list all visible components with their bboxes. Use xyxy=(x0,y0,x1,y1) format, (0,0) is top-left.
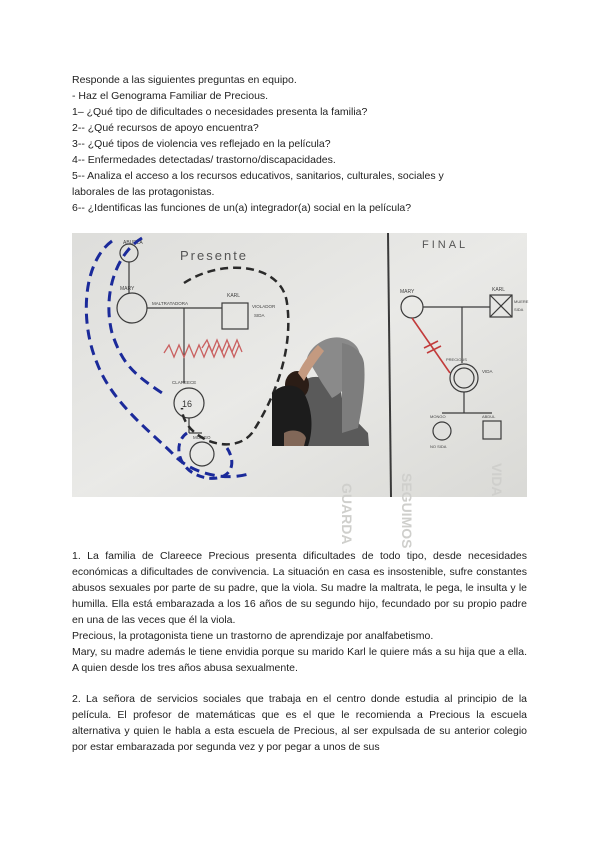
label-abuela: ABUELA xyxy=(123,240,143,246)
label-karl-left: KARL xyxy=(227,293,241,299)
genogram-whiteboard-photo xyxy=(72,233,529,549)
label-vida: VIDA xyxy=(482,369,493,374)
answer-2-paragraph: 2. La señora de servicios sociales que trabaja en el centro donde estudia al principio de la película. El profesor de matemáticas que es el que le recomienda a Precious la escuela alternativa y quien le habla a esta escuela de Precious, al ser expulsada de su anterior colegio por estar embarazada por segunda vez y por pegar a unos de sus xyxy=(72,693,527,753)
question-line: laborales de las protagonistas. xyxy=(72,186,215,198)
genogram-svg xyxy=(72,233,529,549)
answer-1-paragraph: Precious, la protagonista tiene un trastorno de aprendizaje por analfabetismo. xyxy=(72,630,434,642)
label-age: 16 xyxy=(182,399,193,409)
question-line: 2-- ¿Qué recursos de apoyo encuentra? xyxy=(72,122,259,134)
question-line: 1– ¿Qué tipo de dificultades o necesidades presenta la familia? xyxy=(72,106,368,118)
questions-block xyxy=(72,72,532,216)
label-mongo-right: MONGO xyxy=(430,414,446,419)
question-line: 5-- Analiza el acceso a los recursos educativos, sanitarios, culturales, sociales y xyxy=(72,170,444,182)
label-abdul: ABDUL xyxy=(482,414,496,419)
answers-block xyxy=(72,548,527,755)
svg-text:GUARDA: GUARDA xyxy=(339,483,355,545)
label-mongo: MONGO xyxy=(193,435,211,440)
label-precious-right: PRECIOUS xyxy=(446,357,467,362)
label-mary-right: MARY xyxy=(400,289,415,295)
label-clareece: CLAREECE xyxy=(172,380,197,385)
question-line: 6-- ¿Identificas las funciones de un(a) integrador(a) social en la película? xyxy=(72,202,412,214)
label-violador: VIOLADOR xyxy=(252,304,276,309)
label-karl-right: KARL xyxy=(492,287,506,293)
paragraph-spacer xyxy=(72,676,527,691)
label-maltratadora: MALTRATADORA xyxy=(152,301,189,306)
label-muere: MUERE xyxy=(514,299,529,304)
svg-text:SEGUIMOS: SEGUIMOS xyxy=(399,473,415,549)
right-heading: FINAL xyxy=(422,239,469,251)
label-no-sida: NO SIDA xyxy=(430,444,447,449)
left-heading: Presente xyxy=(180,248,249,263)
label-sida-right: SIDA xyxy=(514,307,524,312)
answer-1-paragraph: 1. La familia de Clareece Precious presenta dificultades de todo tipo, desde necesidades económicas a dificultades de convivencia. La situación en casa es insostenible, sufre constantes abusos sexuales por parte de su padre, que la viola. Su madre la maltrata, le pega, le insulta y le humilla. Ella está embarazada a los 16 años de su segundo hijo, fecundado por su propio padre en una de las veces que él la viola. xyxy=(72,550,527,626)
svg-text:VIDA: VIDA xyxy=(489,463,505,497)
question-line: 4-- Enfermedades detectadas/ trastorno/discapacidades. xyxy=(72,154,336,166)
answer-1-paragraph: Mary, su madre además le tiene envidia porque su marido Karl le quiere más a su hija que a ella. A quien desde los tres años abusa sexualmente. xyxy=(72,646,527,674)
label-sida-left: SIDA xyxy=(254,313,265,318)
question-line: - Haz el Genograma Familiar de Precious. xyxy=(72,90,269,102)
questions-intro: Responde a las siguientes preguntas en equipo. xyxy=(72,74,297,86)
label-mary-left: MARY xyxy=(120,286,135,292)
question-line: 3-- ¿Qué tipos de violencia ves reflejado en la película? xyxy=(72,138,331,150)
